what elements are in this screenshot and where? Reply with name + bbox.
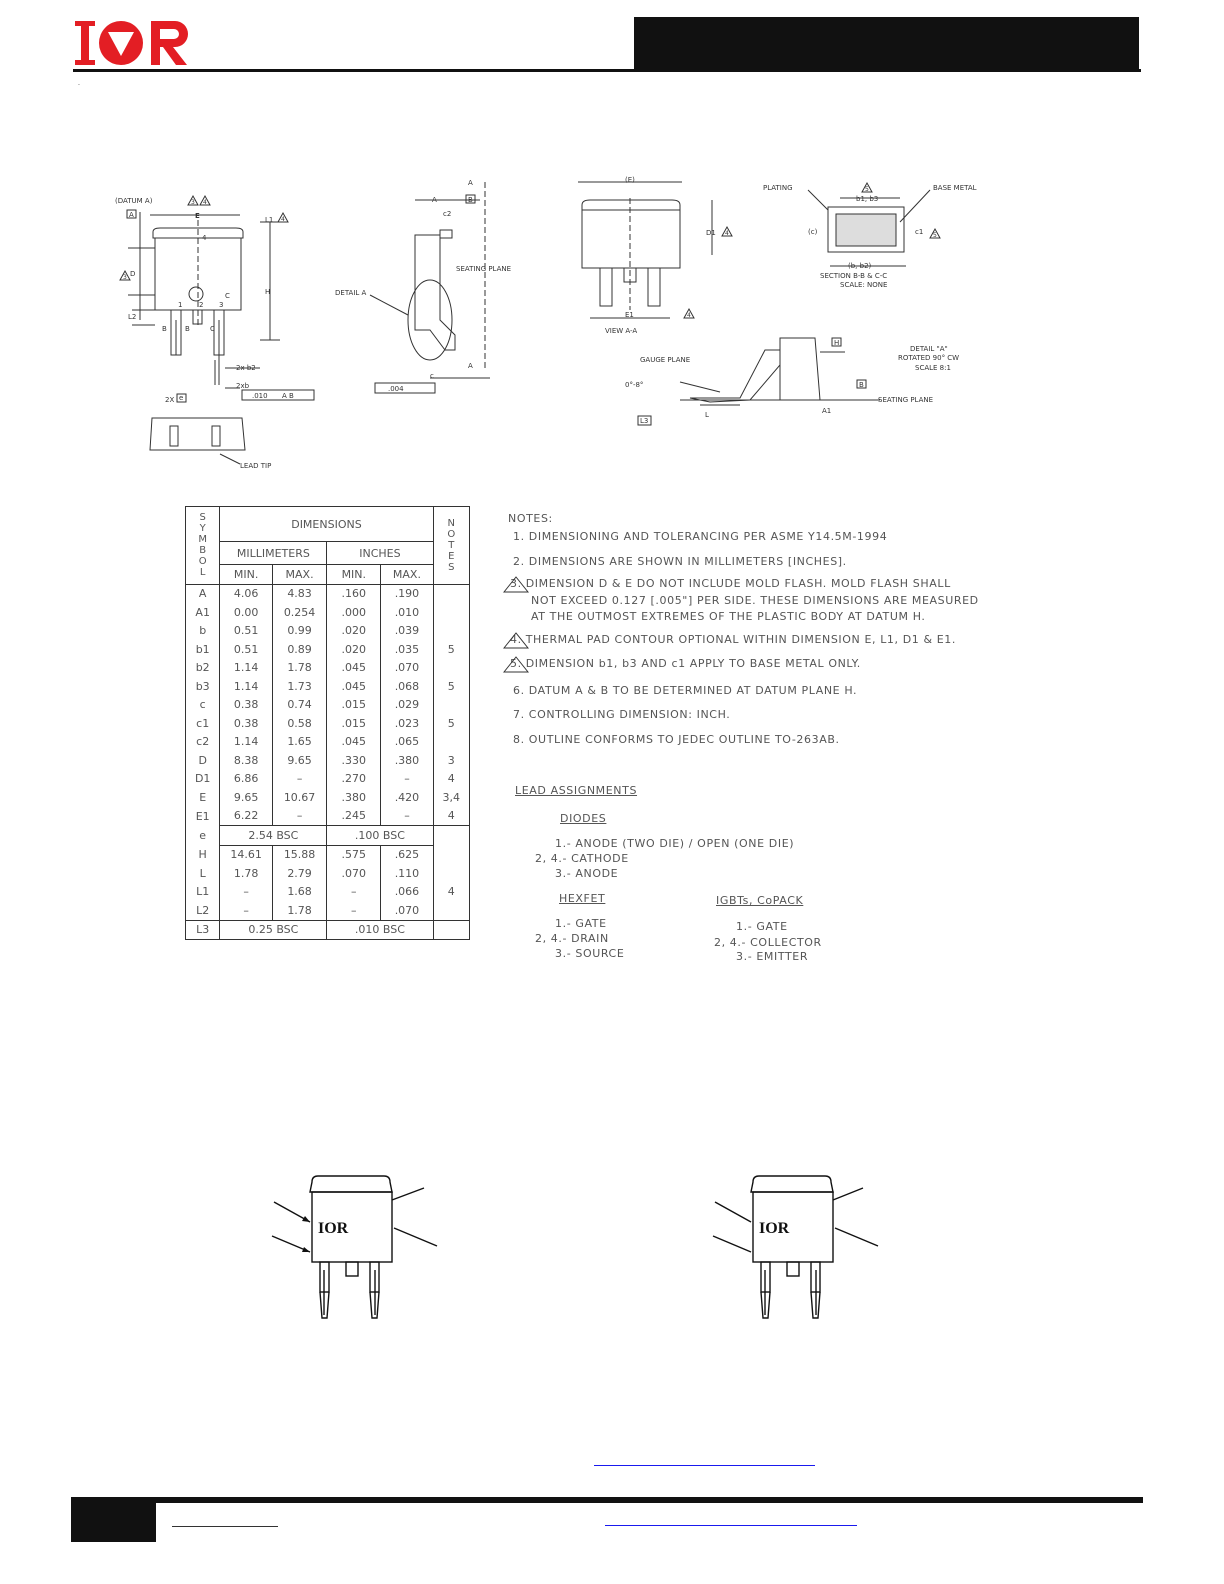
table-row: [186, 659, 470, 678]
table-cell-note: 5: [433, 714, 469, 733]
table-cell-symbol: L3: [186, 920, 220, 940]
seating-plane-2-label: SEATING PLANE: [878, 396, 934, 404]
table-cell-note: [433, 603, 469, 622]
table-cell-mm: 2.54 BSC: [220, 826, 327, 846]
table-cell-in-min: –: [327, 883, 381, 902]
tri4-d1: 4: [725, 230, 729, 237]
c-paren-label: (c): [808, 228, 818, 236]
fcf-datums: A B: [282, 392, 294, 400]
h-box-label: H: [834, 339, 840, 347]
hexfet-line-2: 2, 4.- DRAIN: [535, 932, 609, 945]
table-cell-note: 3: [433, 751, 469, 770]
igbt-line-1: 1.- GATE: [736, 920, 788, 933]
table-cell-in-max: .070: [381, 659, 433, 678]
table-row: [186, 622, 470, 641]
table-cell-in-min: .015: [327, 714, 381, 733]
table-cell-mm-min: –: [220, 883, 272, 902]
table-cell-mm-min: 6.22: [220, 807, 272, 826]
side-a-bottom: A: [468, 362, 473, 370]
dimensions-table: [185, 506, 470, 940]
table-cell-mm-min: 1.14: [220, 733, 272, 752]
l3-label: L3: [640, 417, 649, 425]
b-box-label: B: [859, 381, 864, 389]
scale-81-label: SCALE 8:1: [915, 364, 951, 372]
table-cell-mm-max: 1.68: [272, 883, 326, 902]
table-row: [186, 733, 470, 752]
note-7: 7. CONTROLLING DIMENSION: INCH.: [513, 708, 731, 721]
package-outline-drawing: [100, 170, 1000, 480]
table-cell-mm-max: 1.78: [272, 659, 326, 678]
header-title-bar: [634, 17, 1139, 72]
table-cell-symbol: b2: [186, 659, 220, 678]
igbt-line-3: 3.- EMITTER: [736, 950, 809, 963]
fcf-value: .010: [252, 392, 268, 400]
b1b3-label: b1, b3: [856, 195, 879, 203]
table-cell-in-min: .015: [327, 696, 381, 715]
hexfet-title: HEXFET: [559, 892, 606, 905]
note-5: 5. DIMENSION b1, b3 AND c1 APPLY TO BASE METAL ONLY.: [503, 656, 861, 672]
table-cell-mm-min: 1.14: [220, 659, 272, 678]
top-view: [120, 196, 314, 402]
table-cell-note: [433, 864, 469, 883]
note-4-triangle: [503, 632, 527, 648]
table-cell-in-max: .070: [381, 901, 433, 920]
table-cell-in-min: .045: [327, 677, 381, 696]
table-cell-mm-max: 9.65: [272, 751, 326, 770]
table-cell-in-max: .190: [381, 584, 433, 603]
table-cell-mm: 0.25 BSC: [220, 920, 327, 940]
table-row: [186, 788, 470, 807]
a1-label: A1: [822, 407, 832, 415]
side-a-label: A: [432, 196, 437, 204]
table-cell-in-max: .010: [381, 603, 433, 622]
hexfet-line-1: 1.- GATE: [555, 917, 607, 930]
table-cell-mm-min: –: [220, 901, 272, 920]
table-cell-symbol: A1: [186, 603, 220, 622]
notes-title: NOTES:: [508, 512, 553, 525]
table-cell-in-max: –: [381, 770, 433, 789]
table-cell-note: 4: [433, 807, 469, 826]
table-cell-note: [433, 920, 469, 940]
ir-logo: [73, 18, 198, 68]
box-a-label: A: [129, 211, 134, 219]
lead-tip-view: [150, 418, 245, 464]
igbt-line-2: 2, 4.- COLLECTOR: [714, 936, 822, 949]
note-3-triangle: [503, 576, 527, 592]
gauge-plane-label: GAUGE PLANE: [640, 356, 691, 364]
table-cell-symbol: H: [186, 845, 220, 864]
table-row: [186, 845, 470, 864]
table-row: [186, 864, 470, 883]
pin3-label: 3: [219, 301, 224, 309]
table-cell-mm-min: 1.78: [220, 864, 272, 883]
pin1-label: 1: [178, 301, 183, 309]
table-cell-mm-min: 0.51: [220, 640, 272, 659]
detail-title: DETAIL "A": [910, 345, 948, 353]
parallel-fcf: .004: [388, 385, 404, 393]
table-cell-in-max: .380: [381, 751, 433, 770]
table-cell-in-min: .380: [327, 788, 381, 807]
mm-min-header: MIN.: [220, 565, 272, 585]
2xb2-label: 2x b2: [236, 364, 256, 372]
lead-tip-label: LEAD TIP: [240, 462, 272, 470]
table-cell-in-max: .065: [381, 733, 433, 752]
table-row: [186, 714, 470, 733]
tri5-b1: 5: [865, 186, 869, 193]
note-3-line-3: AT THE OUTMOST EXTREMES OF THE PLASTIC BODY AT DATUM H.: [531, 610, 926, 623]
mm-header: MILLIMETERS: [220, 542, 327, 565]
footer-rule: [71, 1497, 1143, 1503]
table-cell-note: [433, 901, 469, 920]
side-c-label: c: [430, 372, 434, 380]
tri4-e1: 4: [687, 312, 691, 319]
tri4-l1: 4: [281, 216, 285, 223]
table-cell-in-min: .045: [327, 733, 381, 752]
table-cell-in-min: –: [327, 901, 381, 920]
c2-label: c2: [443, 210, 452, 218]
table-cell-mm-min: 6.86: [220, 770, 272, 789]
b-b2-label: (b, b2): [848, 262, 872, 270]
table-row: [186, 640, 470, 659]
d1-label: D1: [706, 229, 716, 237]
table-cell-symbol: E1: [186, 807, 220, 826]
table-cell-in-min: .245: [327, 807, 381, 826]
table-cell-mm-min: 4.06: [220, 584, 272, 603]
dimensions-header: DIMENSIONS: [220, 507, 433, 542]
view-aa-label: VIEW A-A: [605, 327, 638, 335]
footer-page-box: [71, 1497, 156, 1542]
table-cell-mm-min: 0.38: [220, 714, 272, 733]
detail-a: [638, 338, 880, 425]
c-label: C: [225, 292, 230, 300]
table-cell-note: [433, 584, 469, 603]
table-cell-mm-max: –: [272, 770, 326, 789]
mid-page-link[interactable]: [594, 1465, 815, 1466]
table-row: [186, 770, 470, 789]
table-cell-symbol: A: [186, 584, 220, 603]
angle-label: 0°-8°: [625, 381, 644, 389]
part-marking-right: [703, 1170, 903, 1330]
2x-label: 2X: [165, 396, 175, 404]
tri4-top: 4: [203, 199, 207, 206]
table-cell-mm-max: 2.79: [272, 864, 326, 883]
table-cell-in: .010 BSC: [327, 920, 433, 940]
base-metal-label: BASE METAL: [933, 184, 977, 192]
table-cell-symbol: b3: [186, 677, 220, 696]
e-label: E: [195, 212, 200, 220]
table-cell-note: [433, 733, 469, 752]
symbol-header: S Y M B O L: [186, 507, 220, 585]
l2-label: L2: [128, 313, 137, 321]
table-cell-symbol: c: [186, 696, 220, 715]
note-4: 4. THERMAL PAD CONTOUR OPTIONAL WITHIN DIMENSION E, L1, D1 & E1.: [503, 632, 956, 648]
diodes-line-1: 1.- ANODE (TWO DIE) / OPEN (ONE DIE): [555, 837, 795, 850]
table-cell-in-max: .068: [381, 677, 433, 696]
table-cell-mm-max: 0.89: [272, 640, 326, 659]
diodes-title: DIODES: [560, 812, 607, 825]
table-cell-mm-min: 1.14: [220, 677, 272, 696]
marking-logo-left: IOR: [318, 1220, 349, 1237]
table-cell-symbol: e: [186, 826, 220, 846]
detail-a-label: DETAIL A: [335, 289, 367, 297]
pin2-label: 2: [199, 301, 204, 309]
table-row: [186, 901, 470, 920]
table-cell-symbol: b1: [186, 640, 220, 659]
b-label-1: B: [162, 325, 167, 333]
l1-label: L1: [265, 216, 274, 224]
table-cell-note: [433, 659, 469, 678]
table-cell-mm-min: 0.38: [220, 696, 272, 715]
table-row: [186, 696, 470, 715]
igbt-title: IGBTs, CoPACK: [716, 894, 804, 907]
view-a-a: [578, 182, 732, 318]
table-cell-note: 5: [433, 640, 469, 659]
table-row: [186, 807, 470, 826]
pin4-label: 4: [202, 234, 207, 242]
table-cell-in-max: .035: [381, 640, 433, 659]
2xb-label: 2xb: [236, 382, 250, 390]
note-3: 3. DIMENSION D & E DO NOT INCLUDE MOLD FLASH. MOLD FLASH SHALL: [503, 576, 951, 592]
notes-header: N O T E S: [433, 507, 469, 585]
table-cell-mm-max: 1.73: [272, 677, 326, 696]
table-cell-symbol: L2: [186, 901, 220, 920]
table-cell-mm-max: 15.88: [272, 845, 326, 864]
table-cell-symbol: D1: [186, 770, 220, 789]
table-cell-symbol: c2: [186, 733, 220, 752]
table-cell-in-min: .160: [327, 584, 381, 603]
in-max-header: MAX.: [381, 565, 433, 585]
table-cell-in-max: .029: [381, 696, 433, 715]
e-paren-label: (E): [625, 176, 635, 184]
table-cell-mm-max: 1.65: [272, 733, 326, 752]
table-cell-mm-max: 0.74: [272, 696, 326, 715]
table-cell-in-min: .330: [327, 751, 381, 770]
section-label: SECTION B-B & C-C: [820, 272, 888, 280]
note-8: 8. OUTLINE CONFORMS TO JEDEC OUTLINE TO-263AB.: [513, 733, 840, 746]
table-cell-mm-min: 8.38: [220, 751, 272, 770]
table-cell-in-max: .625: [381, 845, 433, 864]
d-label: D: [130, 270, 136, 278]
e-small-label: e: [179, 394, 184, 402]
diodes-line-2: 2, 4.- CATHODE: [535, 852, 629, 865]
table-cell-in-max: .420: [381, 788, 433, 807]
inches-header: INCHES: [327, 542, 433, 565]
table-cell-in-min: .020: [327, 622, 381, 641]
table-cell-in: .100 BSC: [327, 826, 433, 846]
table-cell-mm-max: 0.254: [272, 603, 326, 622]
note-3-line-2: NOT EXCEED 0.127 [.005"] PER SIDE. THESE DIMENSIONS ARE MEASURED: [531, 594, 979, 607]
plating-label: PLATING: [763, 184, 793, 192]
header-dot: .: [78, 80, 80, 87]
tri3-d: 3: [123, 274, 127, 281]
seating-plane-label: SEATING PLANE: [456, 265, 512, 273]
table-cell-symbol: b: [186, 622, 220, 641]
table-cell-mm-max: 0.58: [272, 714, 326, 733]
table-cell-note: [433, 826, 469, 846]
table-cell-in-max: .066: [381, 883, 433, 902]
c1-label: c1: [915, 228, 924, 236]
table-cell-in-min: .575: [327, 845, 381, 864]
table-cell-note: 4: [433, 883, 469, 902]
footer-link[interactable]: [605, 1525, 857, 1526]
table-row: [186, 883, 470, 902]
b-label-2: B: [185, 325, 190, 333]
table-cell-in-min: .045: [327, 659, 381, 678]
table-row: [186, 584, 470, 603]
rotated-label: ROTATED 90° CW: [898, 354, 960, 362]
table-cell-mm-max: 0.99: [272, 622, 326, 641]
table-cell-note: 5: [433, 677, 469, 696]
note-5-triangle: [503, 656, 527, 672]
table-cell-note: 4: [433, 770, 469, 789]
table-cell-mm-min: 0.51: [220, 622, 272, 641]
table-cell-note: [433, 622, 469, 641]
tri3-top: 3: [191, 199, 195, 206]
table-cell-in-max: –: [381, 807, 433, 826]
table-cell-symbol: L: [186, 864, 220, 883]
table-cell-in-min: .000: [327, 603, 381, 622]
table-cell-in-max: .110: [381, 864, 433, 883]
hexfet-line-3: 3.- SOURCE: [555, 947, 625, 960]
table-cell-in-max: .023: [381, 714, 433, 733]
table-cell-in-min: .070: [327, 864, 381, 883]
table-cell-mm-max: 10.67: [272, 788, 326, 807]
table-cell-mm-max: –: [272, 807, 326, 826]
in-min-header: MIN.: [327, 565, 381, 585]
table-cell-in-max: .039: [381, 622, 433, 641]
table-cell-symbol: D: [186, 751, 220, 770]
table-row: [186, 677, 470, 696]
scale-none-label: SCALE: NONE: [840, 281, 888, 289]
note-1: 1. DIMENSIONING AND TOLERANCING PER ASME Y14.5M-1994: [513, 530, 888, 543]
table-cell-mm-max: 1.78: [272, 901, 326, 920]
table-cell-note: [433, 845, 469, 864]
l-label: L: [705, 411, 709, 419]
side-b-box: B: [468, 196, 473, 204]
marking-logo-right: IOR: [759, 1220, 790, 1237]
datum-a-label: (DATUM A): [115, 197, 153, 205]
table-cell-mm-min: 0.00: [220, 603, 272, 622]
part-marking-left: [262, 1170, 462, 1330]
footer-left-line: [172, 1526, 278, 1527]
table-cell-in-min: .020: [327, 640, 381, 659]
e1-label: E1: [625, 311, 634, 319]
note-2: 2. DIMENSIONS ARE SHOWN IN MILLIMETERS [INCHES].: [513, 555, 847, 568]
note-6: 6. DATUM A & B TO BE DETERMINED AT DATUM PLANE H.: [513, 684, 858, 697]
table-cell-note: 3,4: [433, 788, 469, 807]
mm-max-header: MAX.: [272, 565, 326, 585]
lead-assignments-title: LEAD ASSIGNMENTS: [515, 784, 638, 797]
table-cell-symbol: c1: [186, 714, 220, 733]
table-cell-mm-min: 9.65: [220, 788, 272, 807]
table-cell-mm-min: 14.61: [220, 845, 272, 864]
table-cell-symbol: L1: [186, 883, 220, 902]
table-cell-mm-max: 4.83: [272, 584, 326, 603]
table-cell-in-min: .270: [327, 770, 381, 789]
tri5-c1: 5: [933, 232, 937, 239]
h-label: H: [265, 288, 271, 296]
table-cell-note: [433, 696, 469, 715]
table-cell-symbol: E: [186, 788, 220, 807]
table-row: [186, 603, 470, 622]
table-row: [186, 751, 470, 770]
side-a-top: A: [468, 179, 473, 187]
c-label-2: C: [210, 325, 215, 333]
diodes-line-3: 3.- ANODE: [555, 867, 619, 880]
